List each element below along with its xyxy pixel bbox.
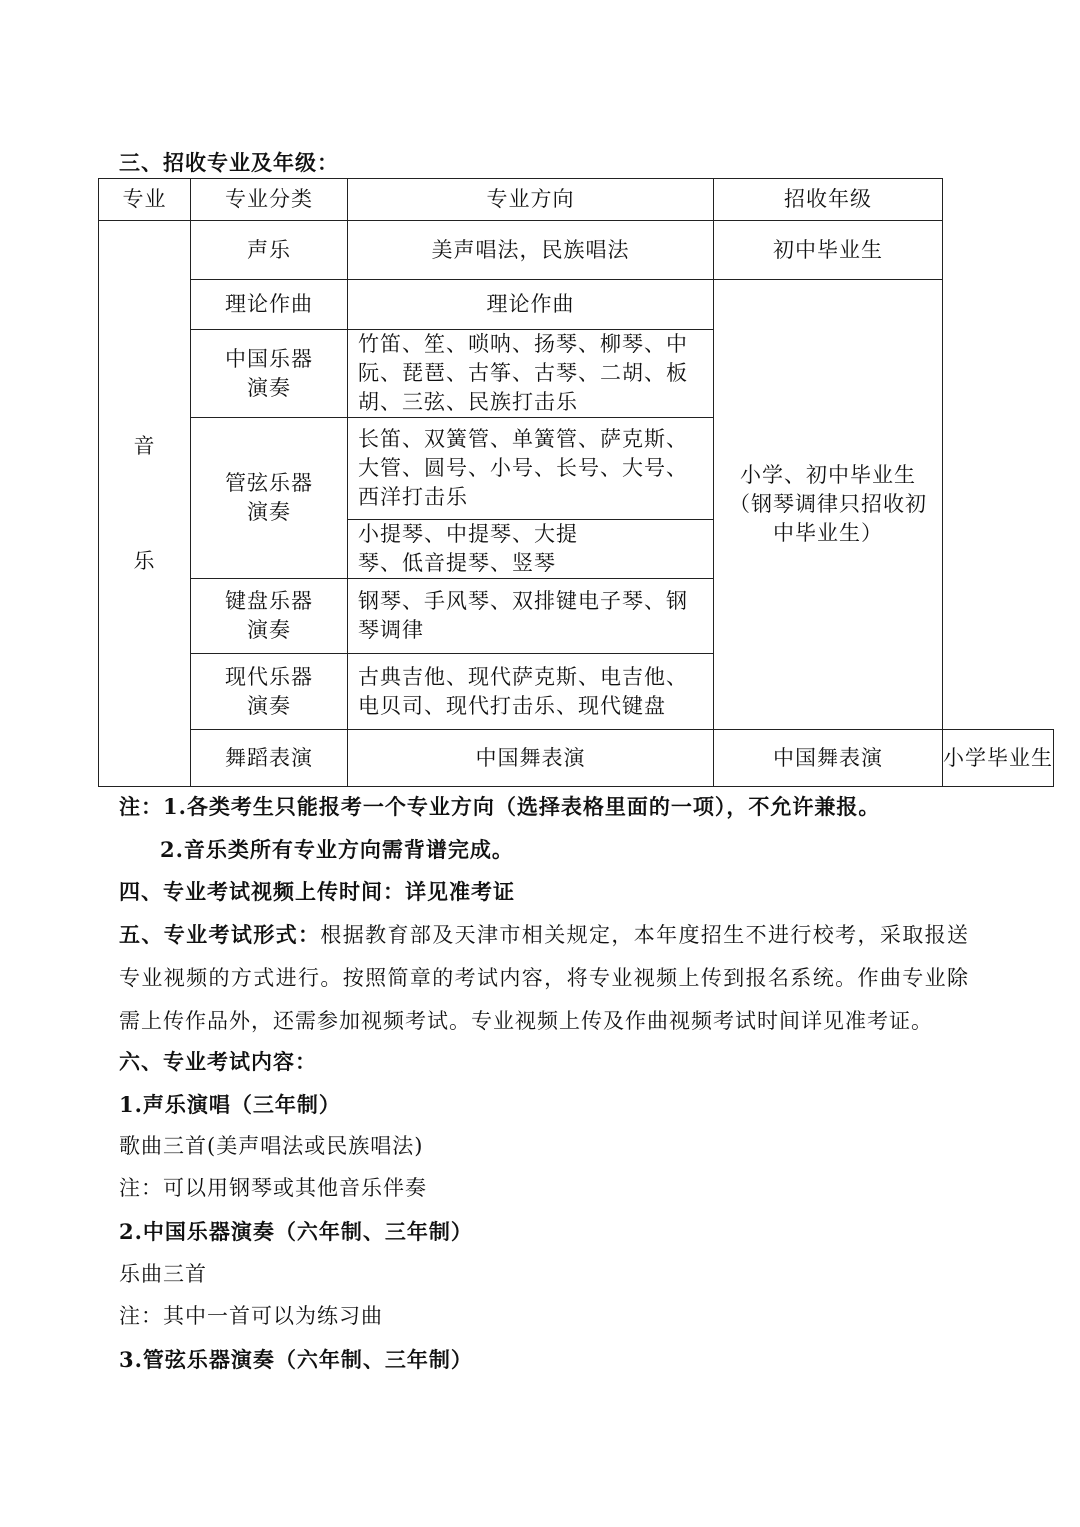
section3-heading: 三、招收专业及年级： — [119, 150, 339, 175]
item2-line1: 乐曲三首 — [119, 1262, 207, 1286]
item1-title: 1.声乐演唱（三年制） — [119, 1092, 341, 1117]
item2-title: 2.中国乐器演奏（六年制、三年制） — [119, 1219, 473, 1244]
item3-title: 3.管弦乐器演奏（六年制、三年制） — [119, 1347, 473, 1372]
section5-paragraph — [119, 913, 969, 1043]
header-category: 专业分类 — [191, 179, 348, 221]
header-grade: 招收年级 — [714, 179, 943, 221]
keyboard-category: 键盘乐器演奏 — [191, 579, 348, 654]
table-header-row — [99, 179, 1054, 221]
composition-direction: 理论作曲 — [348, 280, 714, 330]
section5-label: 五、专业考试形式： — [119, 922, 321, 947]
music-major-cell — [99, 221, 191, 787]
vocal-direction: 美声唱法，民族唱法 — [348, 221, 714, 280]
majors-table — [98, 178, 1054, 787]
chinese-category: 中国乐器演奏 — [191, 330, 348, 418]
dance-grade: 小学毕业生 — [943, 730, 1054, 787]
note-2: 2.音乐类所有专业方向需背谱完成。 — [160, 837, 514, 862]
dance-category: 中国舞表演 — [348, 730, 714, 787]
section5-text: 根据教育部及天津市相关规定，本年度招生不进行校考，采取报送专业视频的方式进行。按照简章的考试内容，将专业视频上传到报名系统。作曲专业除需上传作品外，还需参加视频考试。专业视频上传及作曲视频考试时间详见准考证。 — [119, 923, 969, 1033]
modern-category: 现代乐器演奏 — [191, 654, 348, 730]
table-row — [99, 730, 1054, 787]
chinese-direction: 竹笛、笙、唢呐、扬琴、柳琴、中阮、琵琶、古筝、古琴、二胡、板胡、三弦、民族打击乐 — [348, 330, 714, 418]
dance-direction: 中国舞表演 — [714, 730, 943, 787]
keyboard-direction: 钢琴、手风琴、双排键电子琴、钢琴调律 — [348, 579, 714, 654]
table-row — [99, 280, 1054, 330]
composition-category: 理论作曲 — [191, 280, 348, 330]
vocal-grade: 初中毕业生 — [714, 221, 943, 280]
header-direction: 专业方向 — [348, 179, 714, 221]
orchestral-direction-strings: 小提琴、中提琴、大提琴、低音提琴、竖琴 — [348, 520, 714, 579]
instrument-grade: 小学、初中毕业生（钢琴调律只招收初中毕业生） — [714, 280, 943, 730]
orchestral-category: 管弦乐器演奏 — [191, 418, 348, 579]
section6-heading: 六、专业考试内容： — [119, 1049, 317, 1074]
modern-direction: 古典吉他、现代萨克斯、电吉他、电贝司、现代打击乐、现代键盘 — [348, 654, 714, 730]
note-1: 注：1.各类考生只能报考一个专业方向（选择表格里面的一项），不允许兼报。 — [119, 794, 881, 819]
section4-heading: 四、专业考试视频上传时间：详见准考证 — [119, 879, 515, 904]
orchestral-direction-winds: 长笛、双簧管、单簧管、萨克斯、大管、圆号、小号、长号、大号、西洋打击乐 — [348, 418, 714, 520]
header-major: 专业 — [99, 179, 191, 221]
table-row — [99, 221, 1054, 280]
item1-line2: 注：可以用钢琴或其他音乐伴奏 — [119, 1176, 427, 1200]
dance-major: 舞蹈表演 — [191, 730, 348, 787]
music-label-char-2: 乐 — [133, 548, 156, 573]
vocal-category: 声乐 — [191, 221, 348, 280]
item1-line1: 歌曲三首(美声唱法或民族唱法) — [119, 1134, 424, 1158]
music-label-char-1: 音 — [133, 433, 156, 458]
item2-line2: 注：其中一首可以为练习曲 — [119, 1304, 383, 1328]
